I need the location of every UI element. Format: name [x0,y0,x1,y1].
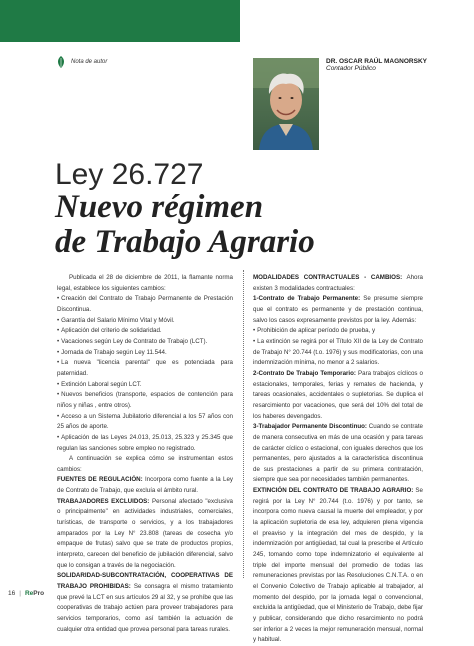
page-number: 16 [8,590,16,597]
permanente-text: Se presume siempre que el contrato es permanente y de prestación continua, salvo los casos expresamente previstos por la ley. Además: [253,295,423,324]
brand-part-a: Re [24,590,34,597]
list-item: • Jornada de Trabajo según Ley 11.544. [57,348,233,359]
list-item: • Nuevos beneficios (transporte, espacios de contención para niños y niñas , entre otros). [57,390,233,411]
author-byline [326,58,466,72]
article-title-block [55,160,355,259]
extincion-heading: EXTINCIÓN DEL CONTRATO DE TRABAJO AGRARIO: [253,487,414,495]
temporario-heading: 2-Contrato De Trabajo Temporario: [253,369,356,377]
discontinuo-paragraph [253,422,423,486]
temporario-paragraph [253,369,423,422]
footer-separator: | [19,590,21,597]
permanente-paragraph [253,294,423,326]
fuentes-paragraph [57,475,233,496]
fuentes-text: Incorpora como fuente a la Ley de Contrato de Trabajo, que excluía el ámbito rural. [57,476,233,495]
discontinuo-heading: 3-Trabajador Permanente Discontinuo: [253,423,367,431]
list-item: • Extinción Laboral según LCT. [57,380,233,391]
list-item: • Aplicación de las Leyes 24.013, 25.013, 25.323 y 25.345 que regulan las sanciones sobre empleo no registrado. [57,433,233,454]
temporario-text: Para trabajos cíclicos o estacionales, temporales, ferias y remates de hacienda, y tareas ocasionales, accidentales o supletorias. Se duplica el resarcimiento por vacaciones, que será del 10% del total de los haberes devengados. [253,369,423,420]
top-color-bar [0,0,240,42]
left-column [57,273,233,635]
article-title-line-2: de Trabajo Agrario [55,223,315,260]
excluidos-heading: TRABAJADORES EXCLUIDOS: [57,497,150,505]
leaf-icon [56,56,66,68]
list-item: • Prohibición de aplicar período de prueba, y [253,326,423,337]
changes-list [57,294,233,454]
fuentes-heading: FUENTES DE REGULACIÓN: [57,476,143,484]
extincion-text: Se regirá por la Ley N° 20.744 (t.o. 1976) y por tanto, se incorpora como nueva causal la muerte del empleador, y por la aplicación supletoria de esa ley, adquieren plena vigencia el preaviso y la integración del mes de despido, y la indemnización por antigüedad, tal cual la prescribe el Artículo 245, tomando como tope indemnizatorio el equivalente al triple del importe mensual del promedio de todas las remuneraciones previstas por las Resoluciones C.N.T.A. o en el Convenio Colectivo de Trabajo aplicable al trabajador, al momento del despido, por la jornada legal o convencional, excluida la antigüedad, que el Ministerio de Trabajo, debe fijar y publicar, considerando que dicho resarcimiento no podrá ser inferior a 2 veces la mejor remuneración mensual, normal y habitual. [253,487,423,644]
list-item: • Garantía del Salario Mínimo Vital y Móvil. [57,316,233,327]
discontinuo-text: Cuando se contrate de manera consecutiva en más de una ocasión y para tareas de carácter cíclico o estacional, con iguales derechos que los permanentes, pero ajustados a la característica discontinua de sus prestaciones a partir de su primera contratación, siempre que sea por necesidades también permanentes. [253,423,423,484]
author-photo [253,58,319,150]
list-item: • La nueva "licencia parental" que es potenciada para paternidad. [57,358,233,379]
list-item: • Acceso a un Sistema Jubilatorio diferencial a los 57 años con 25 años de aporte. [57,412,233,433]
article-title-law: Ley 26.727 [55,158,204,191]
author-name: DR. OSCAR RAÚL MAGNORSKY [326,58,427,65]
tag-label: Nota de autor [71,59,108,65]
intro-paragraph: Publicada el 28 de diciembre de 2011, la flamante norma legal, establece los siguientes cambios: [57,274,233,292]
solidaridad-text: Se consagra el mismo tratamiento que prevé la LCT en sus artículos 29 al 32, y se prohíbe que las cooperativas de trabajo actúen para proveer trabajadores para servicios temporarios, como así también la actuación de cualquier otra entidad que provea personal para tareas rurales. [57,583,233,633]
right-column [253,273,423,646]
extincion-paragraph [253,486,423,646]
permanente-heading: 1-Contrato de Trabajo Permanente: [253,295,361,303]
brand-part-b: Pro [33,590,45,597]
solidaridad-heading: SOLIDARIDAD-SUBCONTRATACIÓN, COOPERATIVAS DE TRABAJO PROHIBIDAS: [57,572,233,591]
page-footer [8,590,44,597]
modalidades-heading: MODALIDADES CONTRACTUALES - CAMBIOS: [253,274,403,281]
permanente-list [253,326,423,369]
list-item: • Creación del Contrato de Trabajo Permanente de Prestación Discontinua. [57,294,233,315]
author-role: Contador Público [326,65,376,73]
list-item: • Aplicación del criterio de solidaridad. [57,326,233,337]
column-divider [243,270,244,578]
continuation-paragraph: A continuación se explica cómo se instrumentan estos cambios: [57,455,233,473]
brand-logo [25,590,44,597]
author-note-tag [56,56,107,68]
article-title-line-1: Nuevo régimen [55,189,264,225]
solidaridad-paragraph [57,571,233,635]
modalidades-paragraph [253,273,423,294]
list-item: • La extinción se regirá por el Título XII de la Ley de Contrato de Trabajo N° 20.744 (t.o. 1976) y sus modificatorias, con una indemnización mínima, no menor a 2 salarios. [253,337,423,369]
excluidos-text: Personal afectado "exclusiva o principalmente" en actividades industriales, comerciales, turísticas, de transporte o servicios, y a los trabajadores amparados por la Ley N° 23.808 (tareas de cosecha y/o empaque de frutas) salvo que se trate de productos propios, interpreto, carecen del beneficio de jubilación diferencial, salvo que lo consigan a través de la negociación. [57,497,233,569]
excluidos-paragraph [57,497,233,572]
list-item: • Vacaciones según Ley de Contrato de Trabajo (LCT). [57,337,233,348]
modalidades-text: Ahora existen 3 modalidades contractuales: [253,274,423,292]
